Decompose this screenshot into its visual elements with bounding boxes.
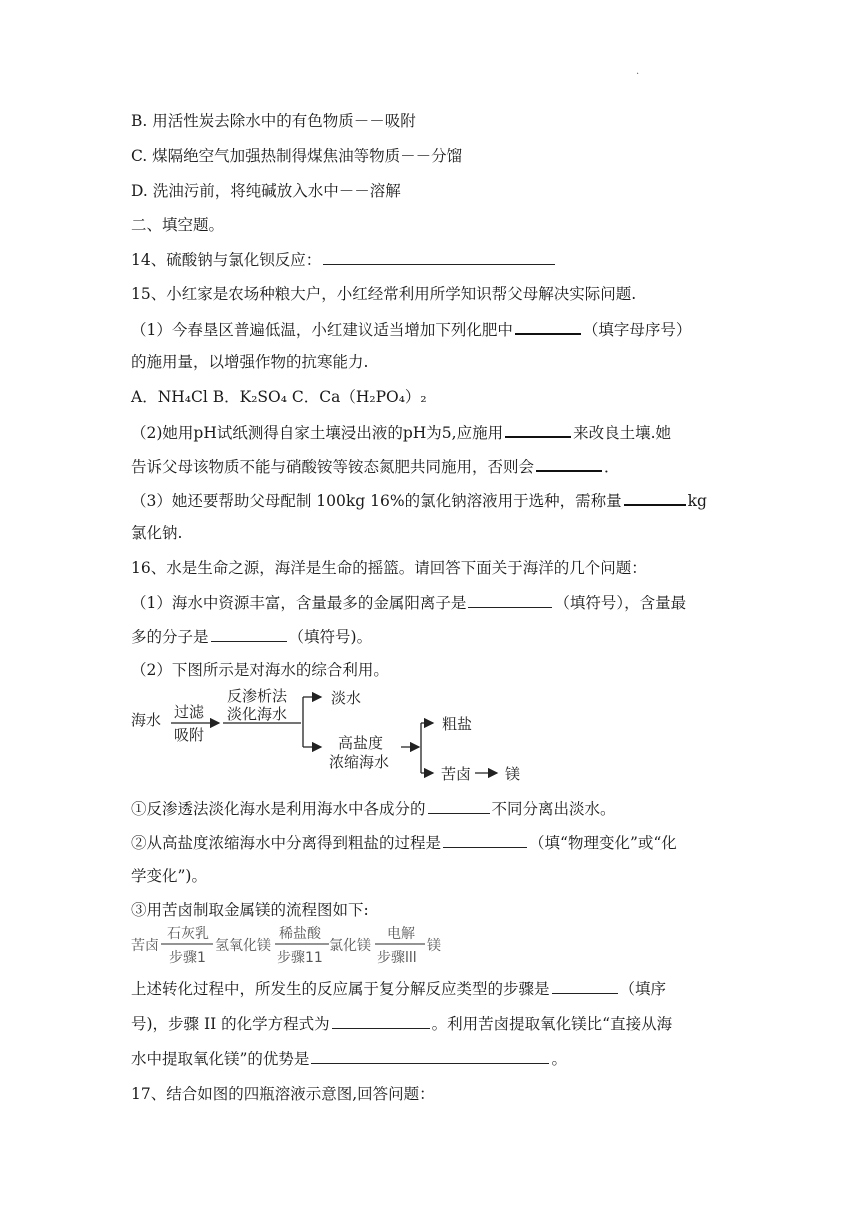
diagram-conc-1: 高盐度: [338, 734, 384, 752]
q16-p1-hint: （填符号），含量最: [554, 594, 687, 612]
option-d: D. 洗油污前，将纯碱放入水中－－溶解: [131, 182, 401, 200]
q16-p1-text2: 多的分子是: [131, 628, 209, 646]
q16-sub1: [131, 797, 616, 820]
flow-mid-2: 氯化镁: [329, 938, 371, 954]
q15-p1-blank[interactable]: [515, 317, 581, 335]
q16-p1-blank2[interactable]: [211, 625, 287, 642]
q15-p2-blank[interactable]: [505, 420, 571, 438]
q16-s2-text: ②从高盐度浓缩海水中分离得到粗盐的过程是: [131, 834, 442, 852]
flow-mid-1: 氢氧化镁: [215, 938, 271, 954]
q15-p2-text2: 来改良土壤.她: [573, 424, 672, 442]
q15-p2-text: （2)她用pH试纸测得自家土壤浸出液的pH为5,应施用: [131, 424, 504, 442]
diagram-bittern: 苦卤: [441, 765, 472, 783]
flow-step-3: 步骤lll: [377, 950, 417, 966]
magnesium-flow-chart: [131, 924, 451, 970]
q16-sub4-cont: [131, 1012, 672, 1035]
q15-stem: 15、小红家是农场种粮大户，小红经常利用所学知识帮父母解决实际问题.: [131, 285, 637, 303]
diagram-conc-2: 浓缩海水: [329, 753, 390, 771]
q15-p3-blank[interactable]: [624, 488, 686, 506]
q16-sub4: [131, 977, 666, 1000]
q17-stem: 17、结合如图的四瓶溶液示意图,回答问题：: [131, 1085, 435, 1103]
seawater-utilization-diagram: [131, 683, 551, 787]
q15-part2-cont: [131, 454, 620, 478]
q16-s4-blank2[interactable]: [332, 1012, 430, 1029]
diagram-seawater: 海水: [131, 711, 162, 729]
q16-s1-blank[interactable]: [428, 797, 490, 814]
q16-s2-blank[interactable]: [443, 831, 527, 848]
q16-s4-hint: （填序: [619, 980, 667, 998]
flow-step-1: 步骤1: [169, 950, 206, 966]
q16-s1-text2: 不同分离出淡水。: [491, 800, 616, 818]
q16-sub3: ③用苦卤制取金属镁的流程图如下:: [131, 901, 369, 919]
q15-part1-cont: 的施用量，以增强作物的抗寒能力.: [131, 353, 369, 371]
q14-text: 14、硫酸钠与氯化钡反应：: [131, 251, 322, 269]
diagram-filter: 过滤: [174, 703, 205, 721]
q15-p2-blank2[interactable]: [536, 454, 602, 472]
q16-p1-hint2: （填符号)。: [288, 628, 373, 646]
diagram-ro-2: 淡化海水: [227, 705, 288, 723]
flow-start: 苦卤: [131, 938, 159, 954]
q15-p2-end: ．: [604, 458, 620, 476]
q16-part1: [131, 591, 686, 614]
q16-sub4-cont2: [131, 1047, 567, 1070]
q15-p1-text: （1）今春垦区普遍低温，小红建议适当增加下列化肥中: [131, 321, 513, 339]
flow-reagent-1: 石灰乳: [167, 926, 209, 942]
option-c: C. 煤隔绝空气加强热制得煤焦油等物质－－分馏: [131, 147, 463, 165]
q16-s4-blank3[interactable]: [311, 1047, 549, 1064]
q15-p1-hint: （填字母序号）: [582, 321, 692, 339]
q15-part3-cont: 氯化钠.: [131, 524, 183, 542]
q16-s4-text: 上述转化过程中，所发生的反应属于复分解反应类型的步骤是: [131, 980, 550, 998]
q16-sub2: [131, 831, 677, 854]
diagram-adsorb: 吸附: [174, 726, 205, 744]
question-14: [131, 248, 557, 271]
q16-s4-end: 。: [551, 1050, 567, 1068]
q16-part2: （2）下图所示是对海水的综合利用。: [131, 661, 389, 679]
q15-p2-text3: 告诉父母该物质不能与硝酸铵等铵态氮肥共同施用，否则会: [131, 458, 535, 476]
corner-mark: .: [636, 66, 640, 77]
q15-part3: [131, 488, 707, 512]
q16-stem: 16、水是生命之源，海洋是生命的摇篮。请回答下面关于海洋的几个问题：: [131, 559, 647, 577]
diagram-fresh: 淡水: [331, 689, 362, 707]
flow-reagent-3: 电解: [387, 926, 415, 942]
q16-p1-text: （1）海水中资源丰富，含量最多的金属阳离子是: [131, 594, 467, 612]
q15-options: A．NH₄Cl B．K₂SO₄ C．Ca（H₂PO₄）₂: [131, 388, 427, 406]
flow-reagent-2: 稀盐酸: [279, 926, 321, 942]
q14-answer-blank[interactable]: [323, 248, 555, 265]
q16-s4-text3: 。利用苦卤提取氧化镁比“直接从海: [431, 1015, 673, 1033]
q15-p3-text: （3）她还要帮助父母配制 100kg 16%的氯化钠溶液用于选种，需称量: [131, 492, 622, 510]
flow-end: 镁: [427, 938, 441, 954]
q16-s1-text: ①反渗透法淡化海水是利用海水中各成分的: [131, 800, 426, 818]
diagram-salt: 粗盐: [442, 715, 473, 733]
diagram-mg: 镁: [505, 765, 521, 783]
diagram-ro-1: 反渗析法: [227, 687, 288, 705]
q16-s4-text4: 水中提取氧化镁”的优势是: [131, 1050, 310, 1068]
q16-s4-blank[interactable]: [552, 977, 618, 994]
q16-sub2-cont: 学变化”)。: [131, 867, 207, 885]
q16-s2-hint: （填“物理变化”或“化: [529, 834, 677, 852]
q15-p3-unit: kg: [687, 492, 707, 510]
q15-part1: [131, 317, 691, 341]
q16-s4-text2: 号)，步骤 II 的化学方程式为: [131, 1015, 330, 1033]
section-heading: 二、填空题。: [131, 216, 225, 234]
flow-step-2: 步骤11: [277, 950, 323, 966]
q15-part2: [131, 420, 671, 444]
q16-p1-blank[interactable]: [468, 591, 552, 608]
option-b: B. 用活性炭去除水中的有色物质－－吸附: [131, 112, 416, 130]
q16-part1-cont: [131, 625, 372, 648]
